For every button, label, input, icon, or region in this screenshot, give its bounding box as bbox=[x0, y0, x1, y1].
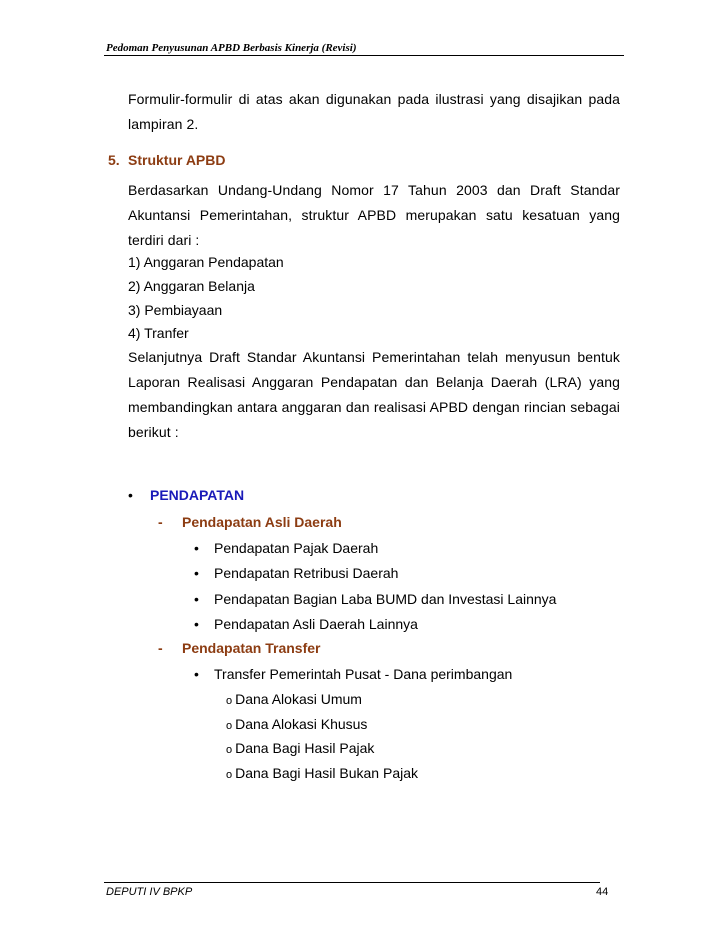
list-item bbox=[194, 591, 556, 607]
circle-bullet-icon: o bbox=[226, 720, 233, 732]
list-item-label: Pendapatan Retribusi Daerah bbox=[214, 565, 399, 581]
circle-bullet-icon: o bbox=[226, 695, 233, 707]
section-paragraph-2: Selanjutnya Draft Standar Akuntansi Pemerintahan telah menyusun bentuk Laporan Realisasi Anggaran Pendapatan dan Belanja Daerah (LRA) yang membandingkan antara anggaran dan realisasi APBD dengan rincian sebagai berikut : bbox=[128, 349, 620, 440]
list-item bbox=[226, 716, 367, 732]
list-item bbox=[194, 616, 418, 632]
list-item-label: Pendapatan Pajak Daerah bbox=[214, 540, 379, 556]
list-item-label: Pendapatan Asli Daerah Lainnya bbox=[214, 616, 418, 632]
bullet-icon: • bbox=[194, 565, 199, 581]
pendapatan-heading bbox=[128, 487, 244, 503]
section-heading bbox=[108, 152, 226, 168]
circle-bullet-icon: o bbox=[226, 744, 233, 756]
bullet-icon: • bbox=[194, 616, 199, 632]
list-item-label: Dana Alokasi Khusus bbox=[235, 716, 368, 732]
list-item-label: Dana Alokasi Umum bbox=[235, 691, 362, 707]
intro-paragraph: Formulir-formulir di atas akan digunakan pada ilustrasi yang disajikan pada lampiran 2. bbox=[128, 91, 620, 132]
pendapatan-transfer-heading bbox=[158, 640, 321, 656]
circle-bullet-icon: o bbox=[226, 769, 233, 781]
list-item-label: Dana Bagi Hasil Pajak bbox=[235, 740, 375, 756]
page-number: 44 bbox=[596, 886, 609, 898]
footer-divider bbox=[104, 882, 600, 883]
list-item: 3) Pembiayaan bbox=[128, 302, 223, 318]
header-divider bbox=[104, 55, 624, 56]
pendapatan-transfer-title: Pendapatan Transfer bbox=[182, 640, 321, 656]
pendapatan-label: PENDAPATAN bbox=[150, 487, 245, 503]
list-item bbox=[226, 740, 374, 756]
list-item-label: Pendapatan Bagian Laba BUMD dan Investasi Lainnya bbox=[214, 591, 557, 607]
section-paragraph-1: Berdasarkan Undang-Undang Nomor 17 Tahun 2003 dan Draft Standar Akuntansi Pemerintahan, struktur APBD merupakan satu kesatuan yang terdiri dari : bbox=[128, 182, 620, 248]
pendapatan-asli-heading bbox=[158, 514, 342, 530]
list-item: 1) Anggaran Pendapatan bbox=[128, 254, 284, 270]
list-item: 2) Anggaran Belanja bbox=[128, 278, 255, 294]
bullet-icon: • bbox=[194, 666, 199, 682]
section-number: 5. bbox=[108, 152, 120, 168]
bullet-icon: • bbox=[128, 487, 133, 503]
list-item bbox=[226, 691, 362, 707]
bullet-icon: • bbox=[194, 540, 199, 556]
list-item bbox=[194, 565, 398, 581]
dash-icon: - bbox=[158, 514, 163, 530]
list-item-label: Transfer Pemerintah Pusat - Dana perimbangan bbox=[214, 666, 513, 682]
pendapatan-asli-title: Pendapatan Asli Daerah bbox=[182, 514, 342, 530]
dash-icon: - bbox=[158, 640, 163, 656]
header-title: Pedoman Penyusunan APBD Berbasis Kinerja (Revisi) bbox=[106, 42, 357, 54]
list-item bbox=[226, 765, 418, 781]
list-item-label: Dana Bagi Hasil Bukan Pajak bbox=[235, 765, 419, 781]
list-item bbox=[194, 540, 378, 556]
bullet-icon: • bbox=[194, 591, 199, 607]
list-item: 4) Tranfer bbox=[128, 325, 189, 341]
section-title: Struktur APBD bbox=[128, 152, 226, 168]
footer-label: DEPUTI IV BPKP bbox=[106, 886, 193, 898]
list-item bbox=[194, 666, 512, 682]
